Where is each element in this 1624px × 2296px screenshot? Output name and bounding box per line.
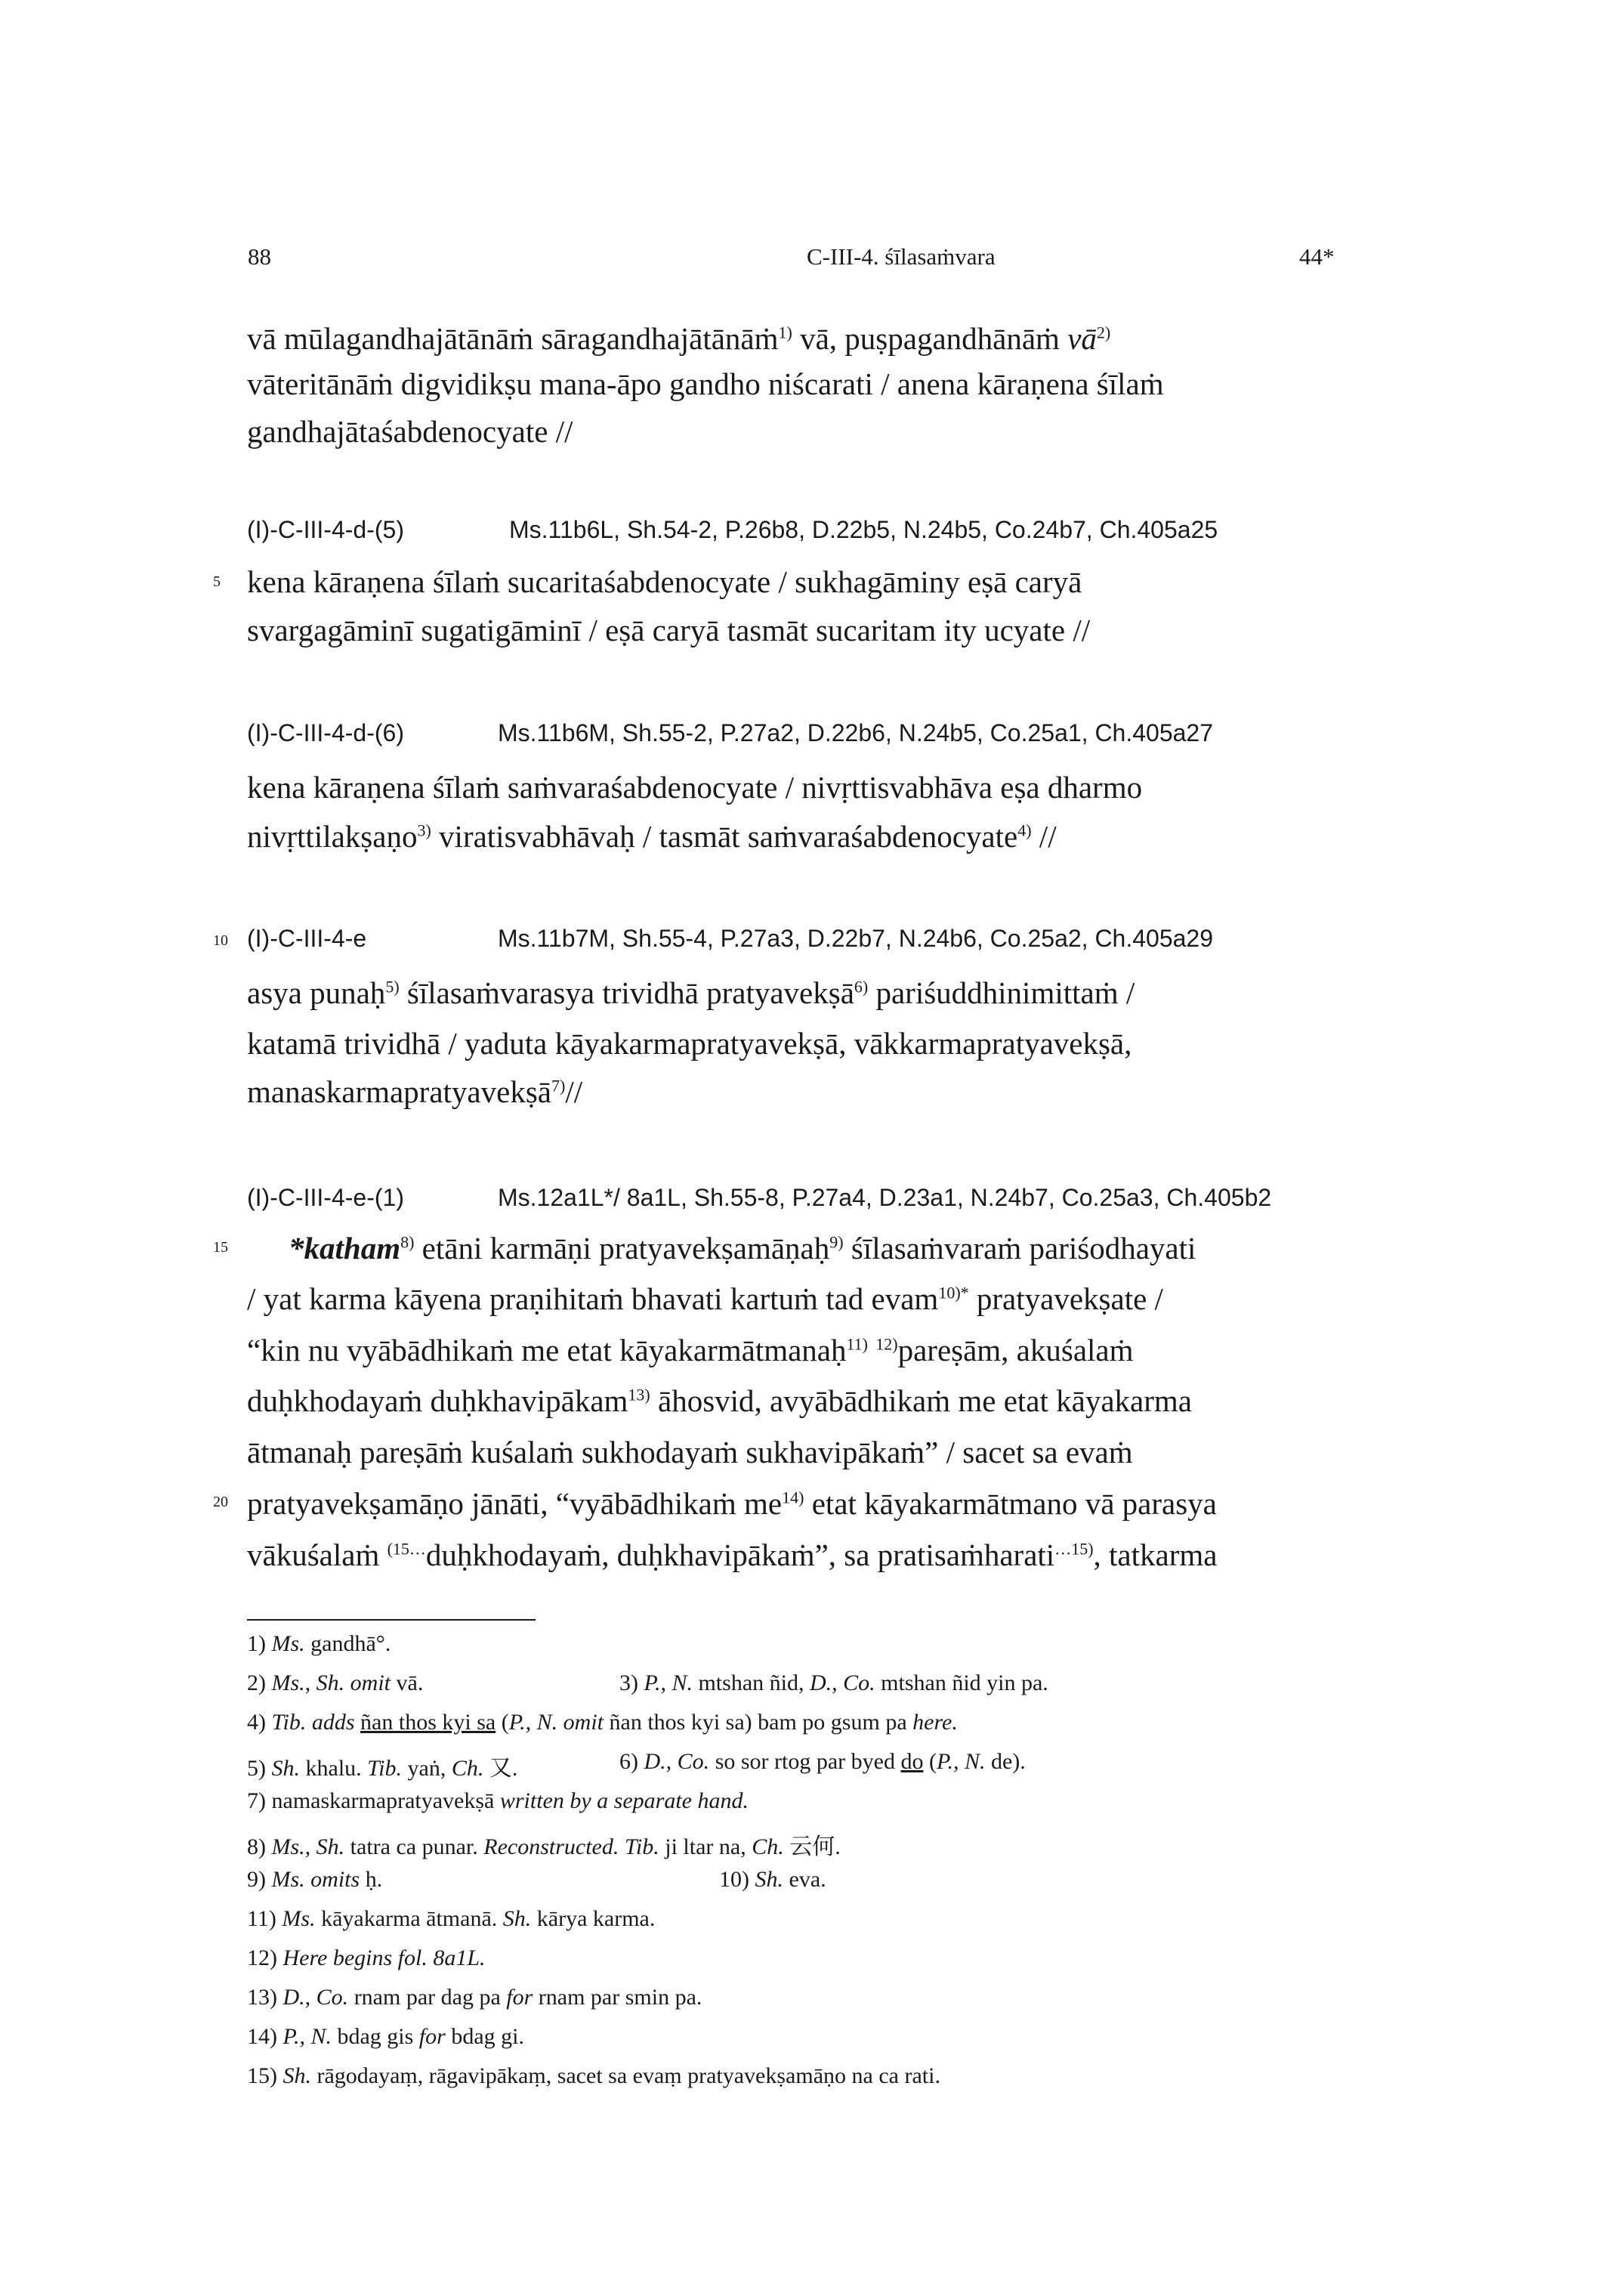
section-id: (I)-C-III-4-e: [247, 925, 367, 952]
footnote: 5) Sh. khalu. Tib. yaṅ, Ch. 又. 6) D., Co. so sor rtog par byed do (P., N. de).: [247, 1749, 1026, 1781]
section-heading: [247, 925, 1304, 953]
section-id: (I)-C-III-4-e-(1): [247, 1184, 404, 1211]
section-ref: Ms.11b7M, Sh.55-4, P.27a3, D.22b7, N.24b6, Co.25a2, Ch.405a29: [498, 925, 1214, 952]
text-line: kena kāraṇena śīlaṁ sucaritaśabdenocyate / sukhagāminy eṣā caryā: [247, 564, 1082, 599]
section-heading: [247, 516, 1304, 544]
line-number: 5: [213, 573, 221, 590]
footnote: 9) Ms. omits ḥ. 10) Sh. eva.: [247, 1867, 826, 1892]
running-title: C-III-4. śīlasaṁvara: [807, 243, 996, 270]
text-line: pratyavekṣamāṇo jānāti, “vyābādhikaṁ $me^{14)}$ etat kāyakarmātmano vā parasya: [247, 1486, 1217, 1521]
text-line: *katham$^{8)}$ etāni karmāṇi pratyavekṣamāṇaḥ$^{9)}$ śīlasaṁvaraṁ pariśodhayati: [289, 1231, 1196, 1265]
text-line: katamā trividhā / yaduta kāyakarmapratyavekṣā, vākkarmapratyavekṣā,: [247, 1026, 1132, 1061]
page-number: 88: [248, 243, 271, 270]
page-tag: 44*: [1299, 243, 1335, 270]
section-ref: Ms.11b6M, Sh.55-2, P.27a2, D.22b6, N.24b5, Co.25a1, Ch.405a27: [498, 719, 1214, 746]
footnote: 14) P., N. bdag gis for bdag gi.: [247, 2024, 524, 2049]
line-number: 10: [213, 932, 228, 949]
text-line: vā mūlagandhajātānāṁ sāragandhajātānāṁ$^{1)}$ vā, puṣpagandhānāṁ $vā^{2)}$: [247, 321, 1111, 356]
footnote: 2) Ms., Sh. omit vā. 3) P., N. mtshan ñid, D., Co. mtshan ñid yin pa.: [247, 1670, 1048, 1695]
text-line: svargagāminī sugatigāminī / eṣā caryā tasmāt sucaritam ity ucyate //: [247, 613, 1091, 647]
footnote: 12) Here begins fol. 8a1L.: [247, 1945, 486, 1970]
text-line: kena kāraṇena śīlaṁ saṁvaraśabdenocyate / nivṛttisvabhāva eṣa dharmo: [247, 770, 1143, 805]
text-line: asya punaḥ$^{5)}$ śīlasaṁvarasya trividhā pratyavekṣā$^{6)}$ pariśuddhinimittaṁ /: [247, 975, 1135, 1010]
footnote: 13) D., Co. rnam par dag pa for rnam par smin pa.: [247, 1985, 702, 2010]
section-heading: [247, 719, 1304, 747]
text-line: duḥkhodayaṁ duḥkhavipākam$^{13)}$ āhosvid, avyābādhikaṁ me etat kāyakarma: [247, 1383, 1192, 1418]
section-ref: Ms.11b6L, Sh.54-2, P.26b8, D.22b5, N.24b5, Co.24b7, Ch.405a25: [509, 516, 1218, 543]
line-number: 20: [213, 1494, 228, 1510]
footnote: 4) Tib. adds ñan thos kyi sa (P., N. omit ñan thos kyi sa) bam po gsum pa here.: [247, 1710, 958, 1735]
section-id: (I)-C-III-4-d-(5): [247, 516, 404, 543]
footnote: 15) Sh. rāgodayaṃ, rāgavipākaṃ, sacet sa evaṃ pratyavekṣamāṇo na ca rati.: [247, 2063, 940, 2088]
section-id: (I)-C-III-4-d-(6): [247, 719, 404, 746]
section-heading: [247, 1184, 1380, 1212]
footnote: 7) namaskarmapratyavekṣā written by a separate hand.: [247, 1788, 749, 1813]
footnote-rule: [247, 1619, 536, 1621]
text-line: “kin nu vyābādhikaṁ me etat kāyakarmātmanaḥ$^{11)}$ $^{12)}$pareṣām, akuśalaṁ: [247, 1333, 1134, 1367]
text-line: gandhajātaśabdenocyate //: [247, 414, 573, 449]
footnote: 1) Ms. gandhā°.: [247, 1631, 391, 1656]
footnote: 11) Ms. kāyakarma ātmanā. Sh. kārya karma.: [247, 1906, 656, 1931]
text-line: nivṛttilakṣaṇo$^{3)}$ viratisvabhāvaḥ / tasmāt saṁvaraśabdenocyate$^{4)}$ //: [247, 819, 1057, 854]
text-line: manaskarmapratyavekṣā$^{7)}$//: [247, 1074, 583, 1109]
text-line: vākuśalaṁ $^{(15\dots}$duḥkhodayaṁ, duḥkhavipākaṁ”, sa pratisaṁharati$^{\dots 15)}$, tatkarma: [247, 1537, 1218, 1572]
text-line: ātmanaḥ pareṣāṁ kuśalaṁ sukhodayaṁ sukhavipākaṁ” / sacet sa evaṁ: [247, 1435, 1133, 1469]
section-ref: Ms.12a1L*/ 8a1L, Sh.55-8, P.27a4, D.23a1, N.24b7, Co.25a3, Ch.405b2: [498, 1184, 1272, 1211]
line-number: 15: [213, 1239, 228, 1256]
text-line: / yat karma kāyena praṇihitaṁ bhavati kartuṁ tad evam$^{10)*}$ pratyavekṣate /: [247, 1281, 1163, 1316]
footnote: 8) Ms., Sh. tatra ca punar. Reconstructed. Tib. ji ltar na, Ch. 云何.: [247, 1834, 841, 1859]
text-line: vāteritānāṁ digvidikṣu mana-āpo gandho niścarati / anena kāraṇena śīlaṁ: [247, 366, 1164, 401]
